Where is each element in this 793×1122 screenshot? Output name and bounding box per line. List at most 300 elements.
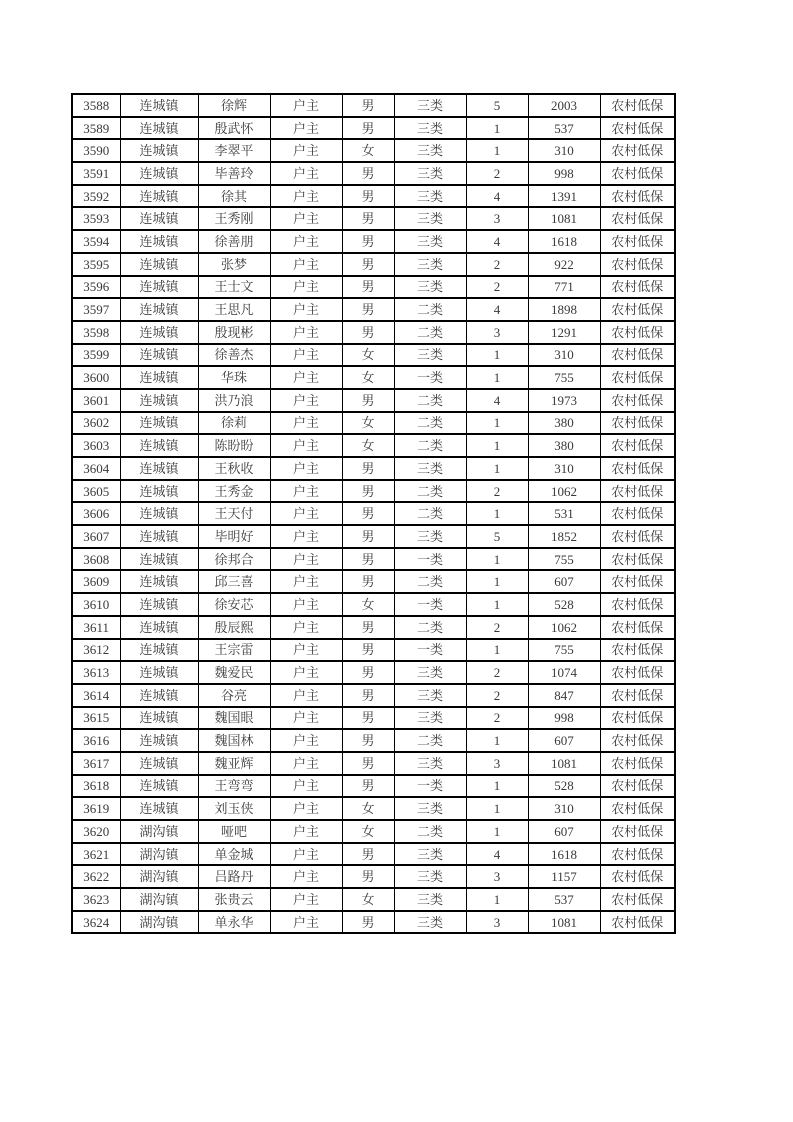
cell-name: 华珠: [198, 366, 270, 389]
cell-gender: 男: [342, 253, 394, 276]
cell-category: 三类: [394, 865, 466, 888]
table-row: [72, 412, 675, 435]
table-row: [72, 911, 675, 934]
cell-count: 5: [466, 525, 528, 548]
cell-name: 魏国林: [198, 729, 270, 752]
cell-relation: 户主: [270, 525, 342, 548]
table-body: [72, 94, 675, 933]
cell-amount: 531: [528, 502, 600, 525]
cell-gender: 男: [342, 162, 394, 185]
cell-subsidy_type: 农村低保: [600, 457, 675, 480]
cell-count: 2: [466, 253, 528, 276]
cell-town: 连城镇: [120, 230, 198, 253]
cell-seq: 3600: [72, 366, 120, 389]
cell-town: 连城镇: [120, 389, 198, 412]
table-row: [72, 661, 675, 684]
table-row: [72, 185, 675, 208]
cell-category: 三类: [394, 684, 466, 707]
cell-gender: 男: [342, 276, 394, 299]
cell-amount: 1618: [528, 230, 600, 253]
cell-seq: 3622: [72, 865, 120, 888]
cell-name: 徐善朋: [198, 230, 270, 253]
table-row: [72, 707, 675, 730]
cell-relation: 户主: [270, 94, 342, 117]
cell-relation: 户主: [270, 843, 342, 866]
cell-amount: 310: [528, 457, 600, 480]
cell-name: 徐辉: [198, 94, 270, 117]
cell-count: 1: [466, 117, 528, 140]
cell-category: 一类: [394, 639, 466, 662]
cell-subsidy_type: 农村低保: [600, 888, 675, 911]
table-row: [72, 616, 675, 639]
cell-seq: 3593: [72, 207, 120, 230]
cell-subsidy_type: 农村低保: [600, 707, 675, 730]
cell-name: 王秀刚: [198, 207, 270, 230]
cell-relation: 户主: [270, 797, 342, 820]
cell-seq: 3601: [72, 389, 120, 412]
cell-seq: 3615: [72, 707, 120, 730]
cell-seq: 3590: [72, 139, 120, 162]
cell-name: 殷武怀: [198, 117, 270, 140]
cell-gender: 男: [342, 117, 394, 140]
cell-gender: 男: [342, 480, 394, 503]
cell-name: 王弯弯: [198, 775, 270, 798]
cell-count: 4: [466, 843, 528, 866]
cell-count: 1: [466, 434, 528, 457]
cell-gender: 男: [342, 616, 394, 639]
cell-subsidy_type: 农村低保: [600, 775, 675, 798]
cell-town: 连城镇: [120, 707, 198, 730]
cell-seq: 3614: [72, 684, 120, 707]
cell-name: 殷现彬: [198, 321, 270, 344]
cell-amount: 1157: [528, 865, 600, 888]
cell-subsidy_type: 农村低保: [600, 593, 675, 616]
cell-relation: 户主: [270, 570, 342, 593]
table-row: [72, 570, 675, 593]
cell-subsidy_type: 农村低保: [600, 162, 675, 185]
cell-amount: 755: [528, 548, 600, 571]
cell-category: 二类: [394, 298, 466, 321]
cell-relation: 户主: [270, 548, 342, 571]
table-row: [72, 888, 675, 911]
cell-relation: 户主: [270, 321, 342, 344]
cell-subsidy_type: 农村低保: [600, 616, 675, 639]
cell-name: 张梦: [198, 253, 270, 276]
cell-count: 4: [466, 298, 528, 321]
cell-category: 二类: [394, 616, 466, 639]
cell-relation: 户主: [270, 661, 342, 684]
cell-name: 吕路丹: [198, 865, 270, 888]
cell-seq: 3624: [72, 911, 120, 934]
cell-subsidy_type: 农村低保: [600, 412, 675, 435]
cell-category: 三类: [394, 207, 466, 230]
cell-amount: 1081: [528, 752, 600, 775]
cell-seq: 3591: [72, 162, 120, 185]
cell-count: 3: [466, 321, 528, 344]
cell-name: 王秀金: [198, 480, 270, 503]
cell-name: 李翠平: [198, 139, 270, 162]
cell-count: 4: [466, 185, 528, 208]
table-row: [72, 729, 675, 752]
cell-name: 徐善杰: [198, 344, 270, 367]
cell-gender: 女: [342, 139, 394, 162]
cell-seq: 3597: [72, 298, 120, 321]
table-row: [72, 639, 675, 662]
cell-category: 三类: [394, 253, 466, 276]
cell-gender: 男: [342, 661, 394, 684]
cell-name: 魏爱民: [198, 661, 270, 684]
cell-relation: 户主: [270, 888, 342, 911]
cell-seq: 3588: [72, 94, 120, 117]
cell-count: 1: [466, 344, 528, 367]
cell-amount: 1291: [528, 321, 600, 344]
cell-subsidy_type: 农村低保: [600, 207, 675, 230]
cell-seq: 3589: [72, 117, 120, 140]
cell-gender: 男: [342, 230, 394, 253]
cell-town: 连城镇: [120, 253, 198, 276]
cell-seq: 3612: [72, 639, 120, 662]
cell-count: 1: [466, 412, 528, 435]
cell-category: 三类: [394, 139, 466, 162]
cell-subsidy_type: 农村低保: [600, 366, 675, 389]
cell-amount: 380: [528, 434, 600, 457]
cell-subsidy_type: 农村低保: [600, 525, 675, 548]
cell-count: 3: [466, 911, 528, 934]
cell-gender: 女: [342, 344, 394, 367]
cell-name: 徐邦合: [198, 548, 270, 571]
cell-category: 三类: [394, 276, 466, 299]
cell-seq: 3603: [72, 434, 120, 457]
cell-name: 王秋收: [198, 457, 270, 480]
cell-town: 连城镇: [120, 162, 198, 185]
cell-town: 连城镇: [120, 344, 198, 367]
cell-town: 连城镇: [120, 434, 198, 457]
cell-subsidy_type: 农村低保: [600, 185, 675, 208]
cell-town: 连城镇: [120, 94, 198, 117]
cell-category: 三类: [394, 117, 466, 140]
cell-relation: 户主: [270, 344, 342, 367]
table-row: [72, 797, 675, 820]
table-row: [72, 752, 675, 775]
cell-amount: 1081: [528, 207, 600, 230]
cell-relation: 户主: [270, 276, 342, 299]
table-row: [72, 457, 675, 480]
cell-category: 二类: [394, 570, 466, 593]
cell-town: 连城镇: [120, 502, 198, 525]
cell-amount: 607: [528, 820, 600, 843]
cell-count: 1: [466, 548, 528, 571]
cell-category: 三类: [394, 661, 466, 684]
table-row: [72, 502, 675, 525]
cell-subsidy_type: 农村低保: [600, 502, 675, 525]
cell-amount: 847: [528, 684, 600, 707]
cell-count: 1: [466, 729, 528, 752]
table-row: [72, 94, 675, 117]
cell-town: 连城镇: [120, 457, 198, 480]
cell-name: 王思凡: [198, 298, 270, 321]
cell-name: 刘玉侠: [198, 797, 270, 820]
cell-subsidy_type: 农村低保: [600, 570, 675, 593]
cell-category: 一类: [394, 366, 466, 389]
cell-relation: 户主: [270, 412, 342, 435]
table-row: [72, 366, 675, 389]
cell-name: 王宗雷: [198, 639, 270, 662]
cell-town: 连城镇: [120, 729, 198, 752]
cell-gender: 男: [342, 457, 394, 480]
cell-town: 连城镇: [120, 480, 198, 503]
cell-subsidy_type: 农村低保: [600, 843, 675, 866]
cell-subsidy_type: 农村低保: [600, 911, 675, 934]
cell-name: 谷亮: [198, 684, 270, 707]
cell-amount: 998: [528, 162, 600, 185]
cell-gender: 男: [342, 502, 394, 525]
table-row: [72, 139, 675, 162]
cell-category: 二类: [394, 389, 466, 412]
cell-count: 4: [466, 389, 528, 412]
cell-seq: 3618: [72, 775, 120, 798]
cell-count: 2: [466, 276, 528, 299]
cell-gender: 女: [342, 797, 394, 820]
cell-gender: 女: [342, 434, 394, 457]
cell-gender: 男: [342, 207, 394, 230]
cell-category: 三类: [394, 185, 466, 208]
cell-relation: 户主: [270, 230, 342, 253]
table-row: [72, 480, 675, 503]
cell-seq: 3598: [72, 321, 120, 344]
cell-subsidy_type: 农村低保: [600, 661, 675, 684]
cell-amount: 1618: [528, 843, 600, 866]
cell-count: 1: [466, 139, 528, 162]
cell-amount: 310: [528, 139, 600, 162]
cell-town: 连城镇: [120, 570, 198, 593]
cell-count: 2: [466, 616, 528, 639]
cell-relation: 户主: [270, 684, 342, 707]
cell-seq: 3623: [72, 888, 120, 911]
cell-category: 三类: [394, 797, 466, 820]
cell-count: 1: [466, 457, 528, 480]
cell-name: 徐安芯: [198, 593, 270, 616]
cell-amount: 310: [528, 344, 600, 367]
cell-subsidy_type: 农村低保: [600, 276, 675, 299]
table-row: [72, 276, 675, 299]
cell-gender: 男: [342, 525, 394, 548]
cell-gender: 男: [342, 843, 394, 866]
cell-amount: 922: [528, 253, 600, 276]
cell-seq: 3596: [72, 276, 120, 299]
table-row: [72, 548, 675, 571]
cell-gender: 男: [342, 639, 394, 662]
cell-subsidy_type: 农村低保: [600, 480, 675, 503]
table-row: [72, 321, 675, 344]
cell-count: 1: [466, 570, 528, 593]
cell-category: 二类: [394, 321, 466, 344]
cell-count: 1: [466, 502, 528, 525]
cell-town: 连城镇: [120, 412, 198, 435]
table-row: [72, 775, 675, 798]
cell-town: 湖沟镇: [120, 888, 198, 911]
cell-count: 1: [466, 639, 528, 662]
cell-relation: 户主: [270, 729, 342, 752]
cell-seq: 3605: [72, 480, 120, 503]
cell-category: 二类: [394, 729, 466, 752]
cell-relation: 户主: [270, 616, 342, 639]
cell-relation: 户主: [270, 775, 342, 798]
cell-gender: 男: [342, 185, 394, 208]
cell-category: 二类: [394, 412, 466, 435]
table-row: [72, 117, 675, 140]
cell-amount: 1062: [528, 480, 600, 503]
cell-town: 连城镇: [120, 797, 198, 820]
cell-category: 三类: [394, 843, 466, 866]
table-row: [72, 162, 675, 185]
cell-count: 1: [466, 366, 528, 389]
cell-subsidy_type: 农村低保: [600, 389, 675, 412]
table-row: [72, 207, 675, 230]
table-row: [72, 253, 675, 276]
cell-count: 1: [466, 775, 528, 798]
cell-relation: 户主: [270, 865, 342, 888]
cell-seq: 3620: [72, 820, 120, 843]
cell-name: 毕明好: [198, 525, 270, 548]
cell-amount: 755: [528, 639, 600, 662]
cell-count: 1: [466, 820, 528, 843]
cell-relation: 户主: [270, 389, 342, 412]
cell-name: 单金城: [198, 843, 270, 866]
table-row: [72, 389, 675, 412]
cell-subsidy_type: 农村低保: [600, 434, 675, 457]
cell-category: 一类: [394, 548, 466, 571]
cell-seq: 3602: [72, 412, 120, 435]
cell-relation: 户主: [270, 911, 342, 934]
cell-amount: 607: [528, 729, 600, 752]
cell-name: 洪乃浪: [198, 389, 270, 412]
cell-town: 湖沟镇: [120, 911, 198, 934]
table-row: [72, 434, 675, 457]
cell-category: 三类: [394, 162, 466, 185]
cell-gender: 女: [342, 593, 394, 616]
cell-count: 1: [466, 593, 528, 616]
cell-seq: 3609: [72, 570, 120, 593]
cell-amount: 1391: [528, 185, 600, 208]
cell-gender: 男: [342, 321, 394, 344]
cell-seq: 3617: [72, 752, 120, 775]
table-row: [72, 298, 675, 321]
cell-name: 张贵云: [198, 888, 270, 911]
cell-category: 二类: [394, 434, 466, 457]
cell-subsidy_type: 农村低保: [600, 797, 675, 820]
cell-relation: 户主: [270, 207, 342, 230]
cell-category: 三类: [394, 752, 466, 775]
cell-gender: 男: [342, 729, 394, 752]
cell-gender: 女: [342, 366, 394, 389]
cell-amount: 1898: [528, 298, 600, 321]
cell-category: 三类: [394, 888, 466, 911]
cell-town: 连城镇: [120, 775, 198, 798]
cell-gender: 男: [342, 865, 394, 888]
cell-town: 湖沟镇: [120, 865, 198, 888]
cell-relation: 户主: [270, 185, 342, 208]
cell-gender: 男: [342, 752, 394, 775]
cell-relation: 户主: [270, 434, 342, 457]
cell-category: 三类: [394, 911, 466, 934]
cell-seq: 3608: [72, 548, 120, 571]
table-row: [72, 344, 675, 367]
cell-subsidy_type: 农村低保: [600, 94, 675, 117]
cell-gender: 女: [342, 888, 394, 911]
cell-seq: 3619: [72, 797, 120, 820]
cell-amount: 771: [528, 276, 600, 299]
cell-amount: 310: [528, 797, 600, 820]
cell-name: 魏国眼: [198, 707, 270, 730]
cell-relation: 户主: [270, 593, 342, 616]
cell-gender: 男: [342, 707, 394, 730]
cell-amount: 528: [528, 775, 600, 798]
cell-town: 连城镇: [120, 321, 198, 344]
cell-relation: 户主: [270, 707, 342, 730]
cell-relation: 户主: [270, 139, 342, 162]
cell-town: 连城镇: [120, 616, 198, 639]
cell-town: 连城镇: [120, 639, 198, 662]
cell-relation: 户主: [270, 480, 342, 503]
cell-category: 二类: [394, 480, 466, 503]
cell-town: 连城镇: [120, 276, 198, 299]
cell-count: 2: [466, 707, 528, 730]
cell-subsidy_type: 农村低保: [600, 139, 675, 162]
cell-category: 一类: [394, 593, 466, 616]
cell-name: 陈盼盼: [198, 434, 270, 457]
cell-gender: 女: [342, 412, 394, 435]
cell-count: 4: [466, 230, 528, 253]
cell-category: 三类: [394, 344, 466, 367]
cell-town: 连城镇: [120, 139, 198, 162]
cell-subsidy_type: 农村低保: [600, 298, 675, 321]
cell-seq: 3594: [72, 230, 120, 253]
cell-seq: 3610: [72, 593, 120, 616]
cell-subsidy_type: 农村低保: [600, 820, 675, 843]
cell-seq: 3616: [72, 729, 120, 752]
cell-subsidy_type: 农村低保: [600, 684, 675, 707]
table-row: [72, 593, 675, 616]
cell-relation: 户主: [270, 752, 342, 775]
cell-amount: 1852: [528, 525, 600, 548]
cell-name: 王天付: [198, 502, 270, 525]
cell-amount: 537: [528, 117, 600, 140]
cell-amount: 2003: [528, 94, 600, 117]
cell-subsidy_type: 农村低保: [600, 321, 675, 344]
cell-amount: 1081: [528, 911, 600, 934]
cell-subsidy_type: 农村低保: [600, 230, 675, 253]
cell-town: 连城镇: [120, 207, 198, 230]
cell-town: 连城镇: [120, 752, 198, 775]
cell-town: 连城镇: [120, 366, 198, 389]
table-row: [72, 230, 675, 253]
cell-relation: 户主: [270, 820, 342, 843]
cell-town: 连城镇: [120, 593, 198, 616]
cell-gender: 男: [342, 298, 394, 321]
cell-count: 2: [466, 480, 528, 503]
cell-seq: 3595: [72, 253, 120, 276]
cell-subsidy_type: 农村低保: [600, 548, 675, 571]
cell-gender: 男: [342, 775, 394, 798]
cell-name: 哑吧: [198, 820, 270, 843]
cell-town: 连城镇: [120, 117, 198, 140]
cell-gender: 男: [342, 570, 394, 593]
cell-category: 三类: [394, 94, 466, 117]
table-row: [72, 843, 675, 866]
cell-relation: 户主: [270, 298, 342, 321]
cell-town: 连城镇: [120, 298, 198, 321]
cell-town: 连城镇: [120, 185, 198, 208]
